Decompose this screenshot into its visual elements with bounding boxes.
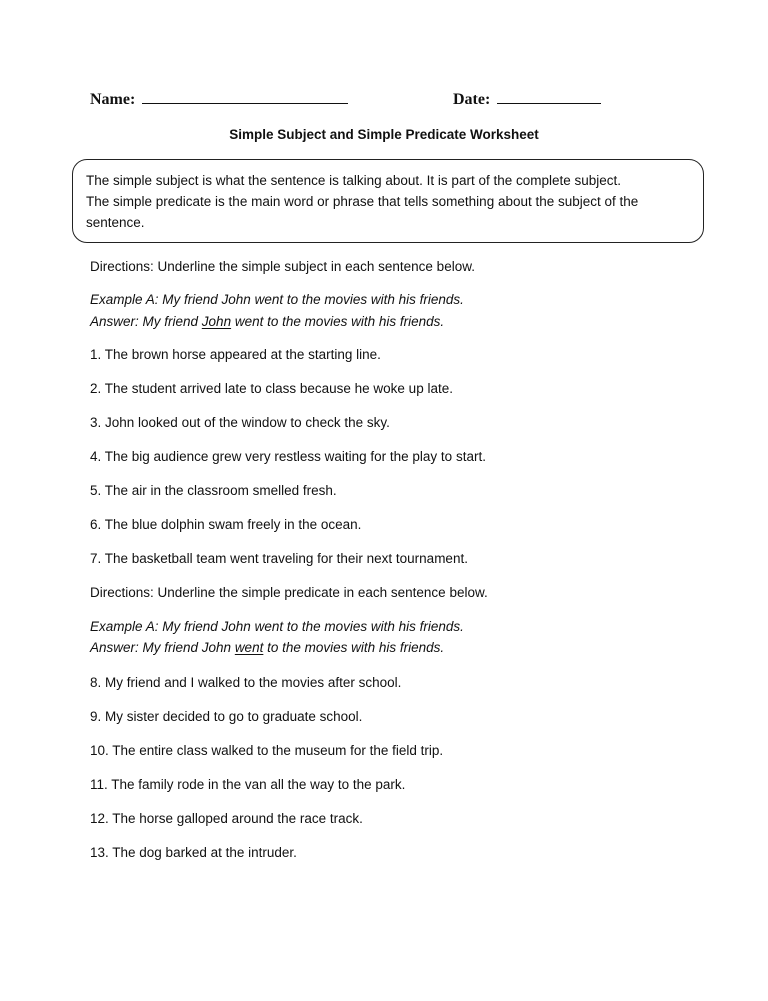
list-item: 10. The entire class walked to the museum for the field trip. — [90, 743, 444, 758]
date-label: Date: — [453, 91, 491, 108]
directions-predicate: Directions: Underline the simple predicate in each sentence below. — [90, 585, 488, 600]
example-predicate: Example A: My friend John went to the movies with his friends. — [90, 619, 464, 634]
list-item: 3. John looked out of the window to check the sky. — [90, 415, 390, 430]
answer-subject-underlined: John — [201, 314, 232, 329]
date-field[interactable] — [453, 91, 601, 109]
worksheet-title: Simple Subject and Simple Predicate Worksheet — [229, 127, 539, 142]
answer-predicate-underlined: went — [234, 640, 264, 655]
list-item: 13. The dog barked at the intruder. — [90, 845, 297, 860]
list-item: 5. The air in the classroom smelled fresh. — [90, 483, 337, 498]
list-item: 6. The blue dolphin swam freely in the ocean. — [90, 517, 362, 532]
example-subject: Example A: My friend John went to the movies with his friends. — [90, 292, 464, 307]
list-item: 8. My friend and I walked to the movies after school. — [90, 675, 402, 690]
list-item: 4. The big audience grew very restless waiting for the play to start. — [90, 449, 486, 464]
answer-subject-after: went to the movies with his friends. — [231, 314, 445, 329]
answer-predicate — [90, 640, 444, 655]
answer-predicate-after: to the movies with his friends. — [263, 640, 445, 655]
name-label: Name: — [90, 91, 136, 108]
definition-line-2: The simple predicate is the main word or phrase that tells something about the subject of the — [86, 194, 639, 209]
answer-predicate-before: Answer: My friend John — [90, 640, 235, 655]
list-item: 2. The student arrived late to class because he woke up late. — [90, 381, 453, 396]
name-field[interactable] — [90, 91, 348, 109]
list-item: 12. The horse galloped around the race track. — [90, 811, 363, 826]
answer-subject — [90, 314, 444, 329]
date-blank-line[interactable] — [497, 91, 601, 104]
list-item: 1. The brown horse appeared at the starting line. — [90, 347, 381, 362]
answer-subject-before: Answer: My friend — [90, 314, 202, 329]
definition-line-1: The simple subject is what the sentence is talking about. It is part of the complete subject. — [86, 173, 622, 188]
list-item: 11. The family rode in the van all the way to the park. — [90, 777, 406, 792]
name-blank-line[interactable] — [142, 91, 348, 104]
list-item: 9. My sister decided to go to graduate school. — [90, 709, 363, 724]
directions-subject: Directions: Underline the simple subject in each sentence below. — [90, 259, 475, 274]
list-item: 7. The basketball team went traveling for their next tournament. — [90, 551, 468, 566]
definition-line-3: sentence. — [86, 215, 145, 230]
definition-box — [72, 159, 704, 243]
